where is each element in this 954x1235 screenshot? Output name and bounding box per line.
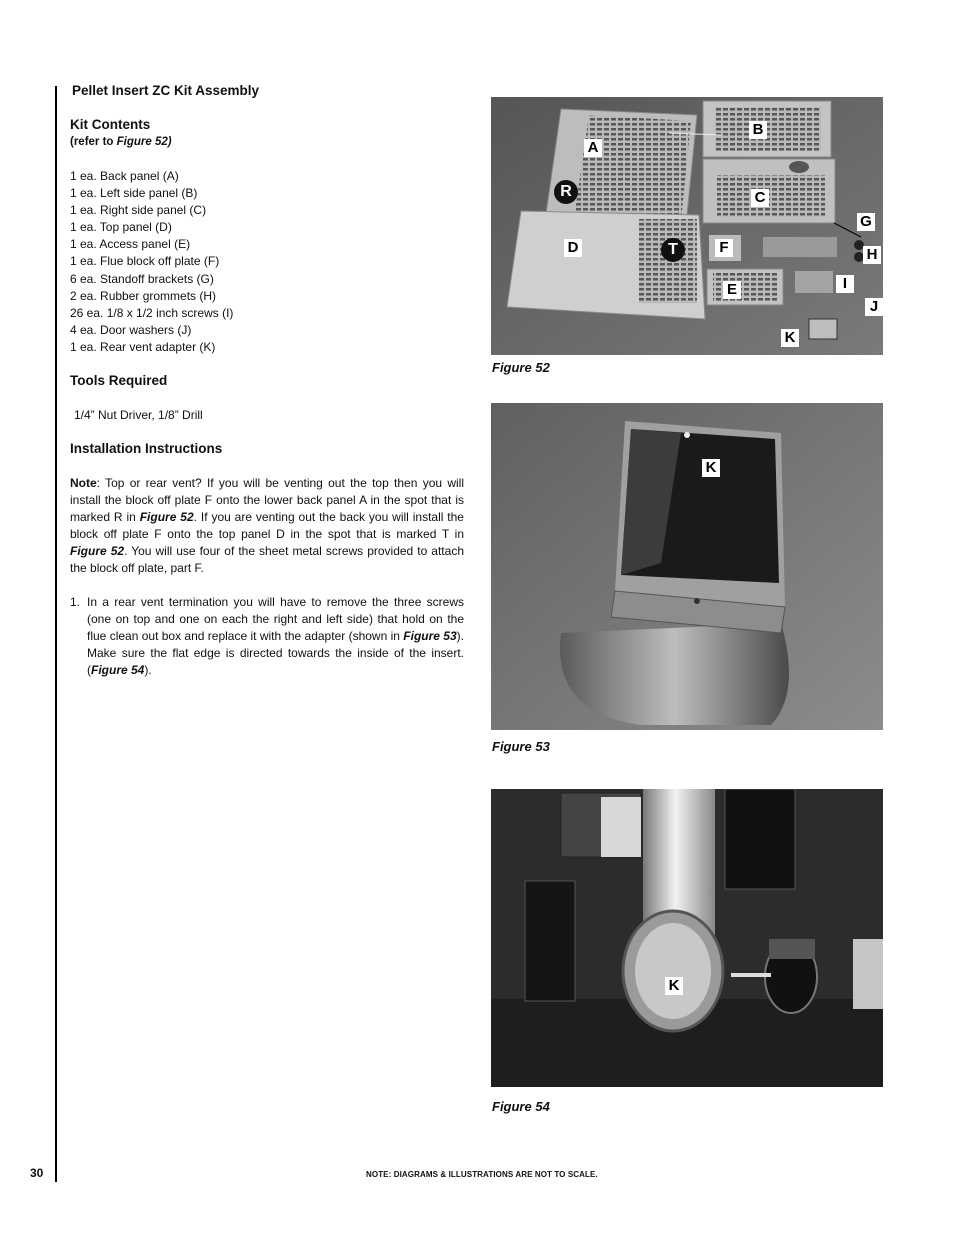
figure-54-label-k: K — [665, 977, 683, 995]
figure-52-label-b: B — [749, 121, 767, 139]
list-item: 4 ea. Door washers (J) — [70, 322, 192, 337]
tools-text: 1/4” Nut Driver, 1/8” Drill — [74, 408, 203, 423]
figure-52-photo — [491, 97, 883, 355]
figure-52-label-g: G — [857, 213, 875, 231]
figure-52-label-r: R — [554, 180, 578, 204]
kit-parts-illustration — [491, 97, 883, 355]
figure-52-label-t: T — [661, 238, 685, 262]
kit-contents-heading: Kit Contents — [70, 117, 151, 132]
left-margin-rule — [55, 86, 57, 1182]
list-item: 1 ea. Flue block off plate (F) — [70, 254, 220, 269]
figure-54-caption: Figure 54 — [492, 1099, 550, 1114]
list-item: 1 ea. Back panel (A) — [70, 169, 179, 183]
figure-52-label-a: A — [584, 139, 602, 157]
figure-52-label-f: F — [715, 239, 733, 257]
figure-54-photo — [491, 789, 883, 1087]
text-column — [70, 82, 464, 679]
section-title: Pellet Insert ZC Kit Assembly — [72, 83, 260, 98]
figure-52-label-e: E — [723, 281, 741, 299]
kit-contents-list — [70, 168, 464, 356]
figure-52-caption: Figure 52 — [492, 360, 550, 375]
page-number: 30 — [30, 1166, 44, 1180]
tools-heading: Tools Required — [70, 373, 168, 389]
list-item: 1 ea. Top panel (D) — [70, 220, 172, 235]
list-item: 1 ea. Left side panel (B) — [70, 186, 198, 201]
figure-52-label-d: D — [564, 239, 582, 257]
installed-adapter-illustration — [491, 789, 883, 1087]
figure-52-label-k: K — [781, 329, 799, 347]
figure-52-label-i: I — [836, 275, 854, 293]
footer-note: NOTE: DIAGRAMS & ILLUSTRATIONS ARE NOT TO SCALE. — [366, 1170, 598, 1179]
figure-53-photo — [491, 403, 883, 730]
list-item: 6 ea. Standoff brackets (G) — [70, 271, 214, 286]
figure-53-caption: Figure 53 — [492, 739, 550, 754]
list-item: 1 ea. Access panel (E) — [70, 237, 191, 252]
note-paragraph: Note: Top or rear vent? If you will be venting out the top then you will install the block off plate F onto the lower back panel A in the spot that is marked R in Figure 52. If you are venting out the back you will install the block off plate F onto the top panel D in the spot that is marked T in Figure 52. You will use four of the sheet metal screws provided to attach the block off plate, part F. — [70, 476, 464, 576]
refer-note: (refer to Figure 52) — [70, 136, 172, 148]
list-item: 1 ea. Rear vent adapter (K) — [70, 339, 216, 354]
step-1: 1. In a rear vent termination you will have to remove the three screws (one on top and one on each the right and left side) that hold on the flue clean out box and replace it with the adapter (shown in Figure 53). Make sure the flat edge is directed towards the inside of the insert. (Figure 54). — [70, 595, 464, 678]
figure-52-label-j: J — [865, 298, 883, 316]
figure-53-label-k: K — [702, 459, 720, 477]
list-item: 2 ea. Rubber grommets (H) — [70, 288, 217, 303]
figure-52-label-c: C — [751, 189, 769, 207]
list-item: 1 ea. Right side panel (C) — [70, 203, 207, 218]
figure-52-label-h: H — [863, 246, 881, 264]
adapter-illustration — [491, 403, 883, 730]
list-item: 26 ea. 1/8 x 1/2 inch screws (I) — [70, 305, 234, 320]
install-heading: Installation Instructions — [70, 441, 223, 457]
